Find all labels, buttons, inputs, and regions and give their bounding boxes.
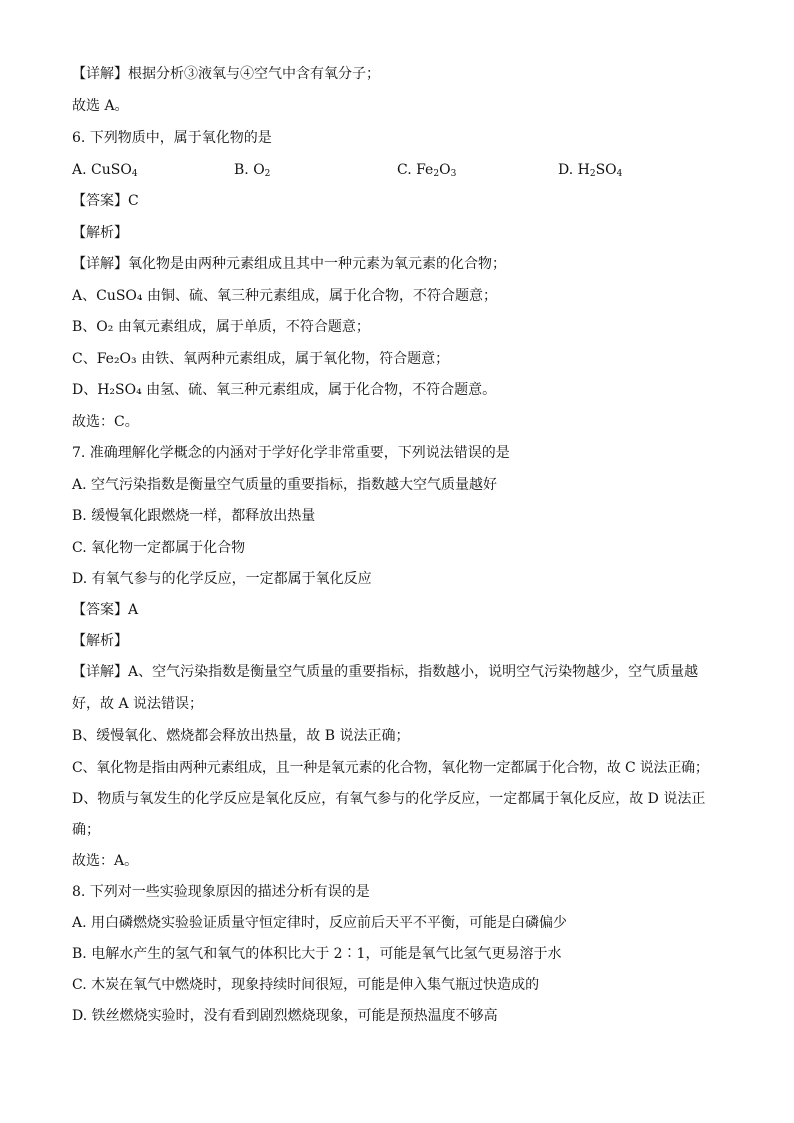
q7-explain-b: B、缓慢氧化、燃烧都会释放出热量，故 B 说法正确； — [72, 728, 410, 744]
q8-option-b: B. 电解水产生的氢气和氧气的体积比大于 2∶1，可能是氧气比氢气更易溶于水 — [72, 946, 562, 962]
tag-label: 【详解】 — [72, 66, 128, 82]
question-text: 8. 下列对一些实验现象原因的描述分析有误的是 — [72, 884, 370, 900]
q7-detail-cont: 好，故 A 说法错误； — [72, 696, 204, 712]
question-text: 7. 准确理解化学概念的内涵对于学好化学非常重要，下列说法错误的是 — [72, 445, 510, 461]
q6-option-d: D. $H_2SO_4$ — [558, 162, 623, 179]
q6-analysis-heading — [72, 223, 128, 243]
line-text: 故选 A。 — [72, 98, 129, 114]
q7-analysis-heading — [72, 631, 128, 651]
q7-answer — [72, 600, 138, 620]
question-7 — [72, 443, 510, 463]
line-detail-1 — [72, 64, 380, 84]
q7-option-a: A. 空气污染指数是衡量空气质量的重要指标，指数越大空气质量越好 — [72, 477, 498, 493]
q7-explain-d: D、物质与氧发生的化学反应是氧化反应，有氧气参与的化学反应，一定都属于氧化反应，故 D 说法正 — [72, 791, 706, 807]
q7-option-b: B. 缓慢氧化跟燃烧一样，都释放出热量 — [72, 508, 316, 524]
answer-value: C — [128, 193, 139, 209]
q6-explain-a: A、CuSO₄ 由铜、硫、氧三种元素组成，属于化合物，不符合题意； — [72, 288, 497, 304]
q6-detail: 【详解】氧化物是由两种元素组成且其中一种元素为氧元素的化合物； — [72, 256, 506, 272]
q7-selection: 故选：A。 — [72, 853, 139, 869]
q8-option-c: C. 木炭在氧气中燃烧时，现象持续时间很短，可能是伸入集气瓶过快造成的 — [72, 977, 540, 993]
tag-label: 【详解】 — [72, 664, 128, 680]
line-text: 根据分析③液氧与④空气中含有氧分子； — [128, 66, 380, 82]
q6-explain-b: B、O₂ 由氧元素组成，属于单质，不符合题意； — [72, 319, 370, 335]
q8-option-d: D. 铁丝燃烧实验时，没有看到剧烈燃烧现象，可能是预热温度不够高 — [72, 1008, 498, 1024]
q7-option-c: C. 氧化物一定都属于化合物 — [72, 540, 246, 556]
q8-option-a: A. 用白磷燃烧实验验证质量守恒定律时，反应前后天平不平衡，可能是白磷偏少 — [72, 915, 568, 931]
q6-option-c: C. $Fe_2O_3$ — [397, 162, 457, 179]
tag-label: 【解析】 — [72, 225, 128, 241]
line-choice-1 — [72, 96, 129, 116]
q7-explain-d-cont: 确； — [72, 822, 100, 838]
tag-label: 【答案】 — [72, 193, 128, 209]
q6-option-a: A. CuSO$_4$ — [72, 162, 138, 179]
q6-explain-d: D、H₂SO₄ 由氢、硫、氧三种元素组成，属于化合物，不符合题意。 — [72, 382, 497, 398]
answer-value: A — [128, 602, 139, 618]
question-6 — [72, 128, 272, 148]
tag-label: 【解析】 — [72, 633, 128, 649]
q6-selection: 故选：C。 — [72, 414, 139, 430]
question-text: 6. 下列物质中，属于氧化物的是 — [72, 130, 272, 146]
q7-option-d: D. 有氧气参与的化学反应，一定都属于氧化反应 — [72, 571, 372, 587]
q6-explain-c: C、Fe₂O₃ 由铁、氧两种元素组成，属于氧化物，符合题意； — [72, 351, 450, 367]
question-8 — [72, 882, 370, 902]
tag-label: 【答案】 — [72, 602, 128, 618]
q7-explain-c: C、氧化物是指由两种元素组成，且一种是氧元素的化合物，氧化物一定都属于化合物，故 C 说法正确； — [72, 760, 709, 776]
tag-label: 【详解】 — [72, 256, 128, 272]
q7-detail: 【详解】A、空气污染指数是衡量空气质量的重要指标，指数越小，说明空气污染物越少，空气质量越 — [72, 664, 699, 680]
q6-option-b: B. $O_2$ — [234, 162, 271, 179]
q6-answer — [72, 191, 139, 211]
